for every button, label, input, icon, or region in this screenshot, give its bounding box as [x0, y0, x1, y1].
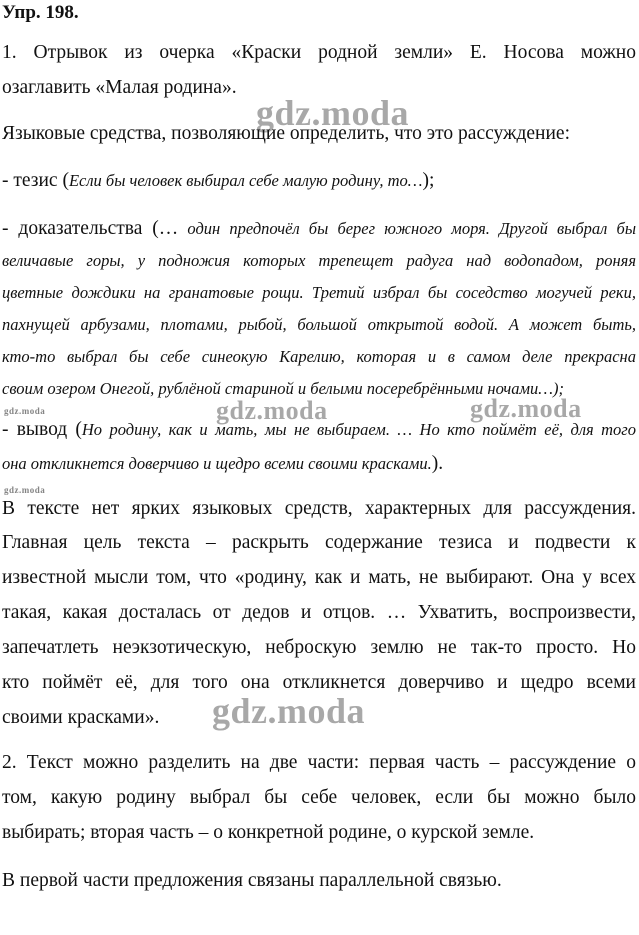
paragraph-3-line-6: кто поймёт её, для того она откликнется доверчиво и щедро всеми [2, 672, 636, 693]
proof-line-1 [2, 218, 636, 240]
paragraph-5: В первой части предложения связаны параллельной связью. [2, 870, 502, 891]
watermark-logo: gdz.moda [212, 691, 366, 731]
exercise-title: Упр. 198. [2, 2, 79, 23]
paragraph-1-line-2: озаглавить «Малая родина». [2, 77, 237, 98]
paragraph-4-line-3: выбирать; вторая часть – о конкретной родине, о курской земле. [2, 822, 535, 843]
conclusion-text-1: Но родину, как и мать, мы не выбираем. … Но кто поймёт её, для того [81, 420, 636, 439]
conclusion-line-2 [2, 453, 636, 475]
proof-line-4: пахнущей арбузами, плотами, рыбой, большой открытой водой. А может быть, [2, 315, 636, 334]
thesis-line [2, 170, 636, 192]
proof-prefix: - доказательства (… [2, 218, 179, 239]
thesis-suffix: ); [422, 170, 435, 191]
paragraph-3-line-2: Главная цель текста – раскрыть содержание тезиса и подвести к [2, 532, 636, 553]
paragraph-4-line-1: 2. Текст можно разделить на две части: первая часть – рассуждение о [2, 752, 636, 773]
conclusion-line-1 [2, 419, 636, 441]
proof-line-5: кто-то выбрал бы себе синеокую Карелию, которая и в самом деле прекрасна [2, 347, 636, 366]
paragraph-3-line-4: такая, какая досталась от дедов и отцов. … Ухватить, воспроизвести, [2, 602, 636, 623]
watermark-logo: gdz.moda [216, 396, 328, 425]
conclusion-suffix: ). [431, 453, 444, 474]
paragraph-3-line-5: запечатлеть неэкзотическую, неброскую землю не так-то просто. Но [2, 637, 636, 658]
conclusion-text-2: она откликнется доверчиво и щедро всеми своими красками. [2, 454, 432, 473]
paragraph-3-line-1: В тексте нет ярких языковых средств, характерных для рассуждения. [2, 498, 636, 519]
thesis-prefix: - тезис ( [2, 170, 69, 191]
proof-line-3: цветные дождики на гранатовые рощи. Третий избрал бы соседство могучей реки, [2, 283, 636, 302]
watermark-small: gdz.moda [4, 485, 46, 495]
paragraph-4-line-2: том, какую родину выбрал бы себе человек, если бы можно было [2, 787, 636, 808]
watermark-logo: gdz.moda [256, 93, 410, 133]
paragraph-2: Языковые средства, позволяющие определить, что это рассуждение: [2, 123, 570, 144]
watermark-small: gdz.moda [4, 406, 46, 416]
proof-text-1: один предпочёл бы берег южного моря. Другой выбрал бы [178, 219, 636, 238]
paragraph-3-line-3: известной мысли том, что «родину, как и мать, не выбирают. Она у всех [2, 567, 636, 588]
proof-line-6: своим озером Онегой, рублёной стариной и белыми посеребрёнными ночами…); [2, 379, 564, 398]
proof-line-2: величавые горы, у подножия которых трепещет радуга над водопадом, роняя [2, 251, 636, 270]
conclusion-prefix: - вывод ( [2, 419, 82, 440]
paragraph-1-line-1: 1. Отрывок из очерка «Краски родной земли» Е. Носова можно [2, 42, 636, 63]
paragraph-3-line-7: своими красками». [2, 707, 160, 728]
thesis-quote: Если бы человек выбирал себе малую родину, то… [68, 171, 423, 190]
watermark-logo: gdz.moda [470, 394, 582, 423]
